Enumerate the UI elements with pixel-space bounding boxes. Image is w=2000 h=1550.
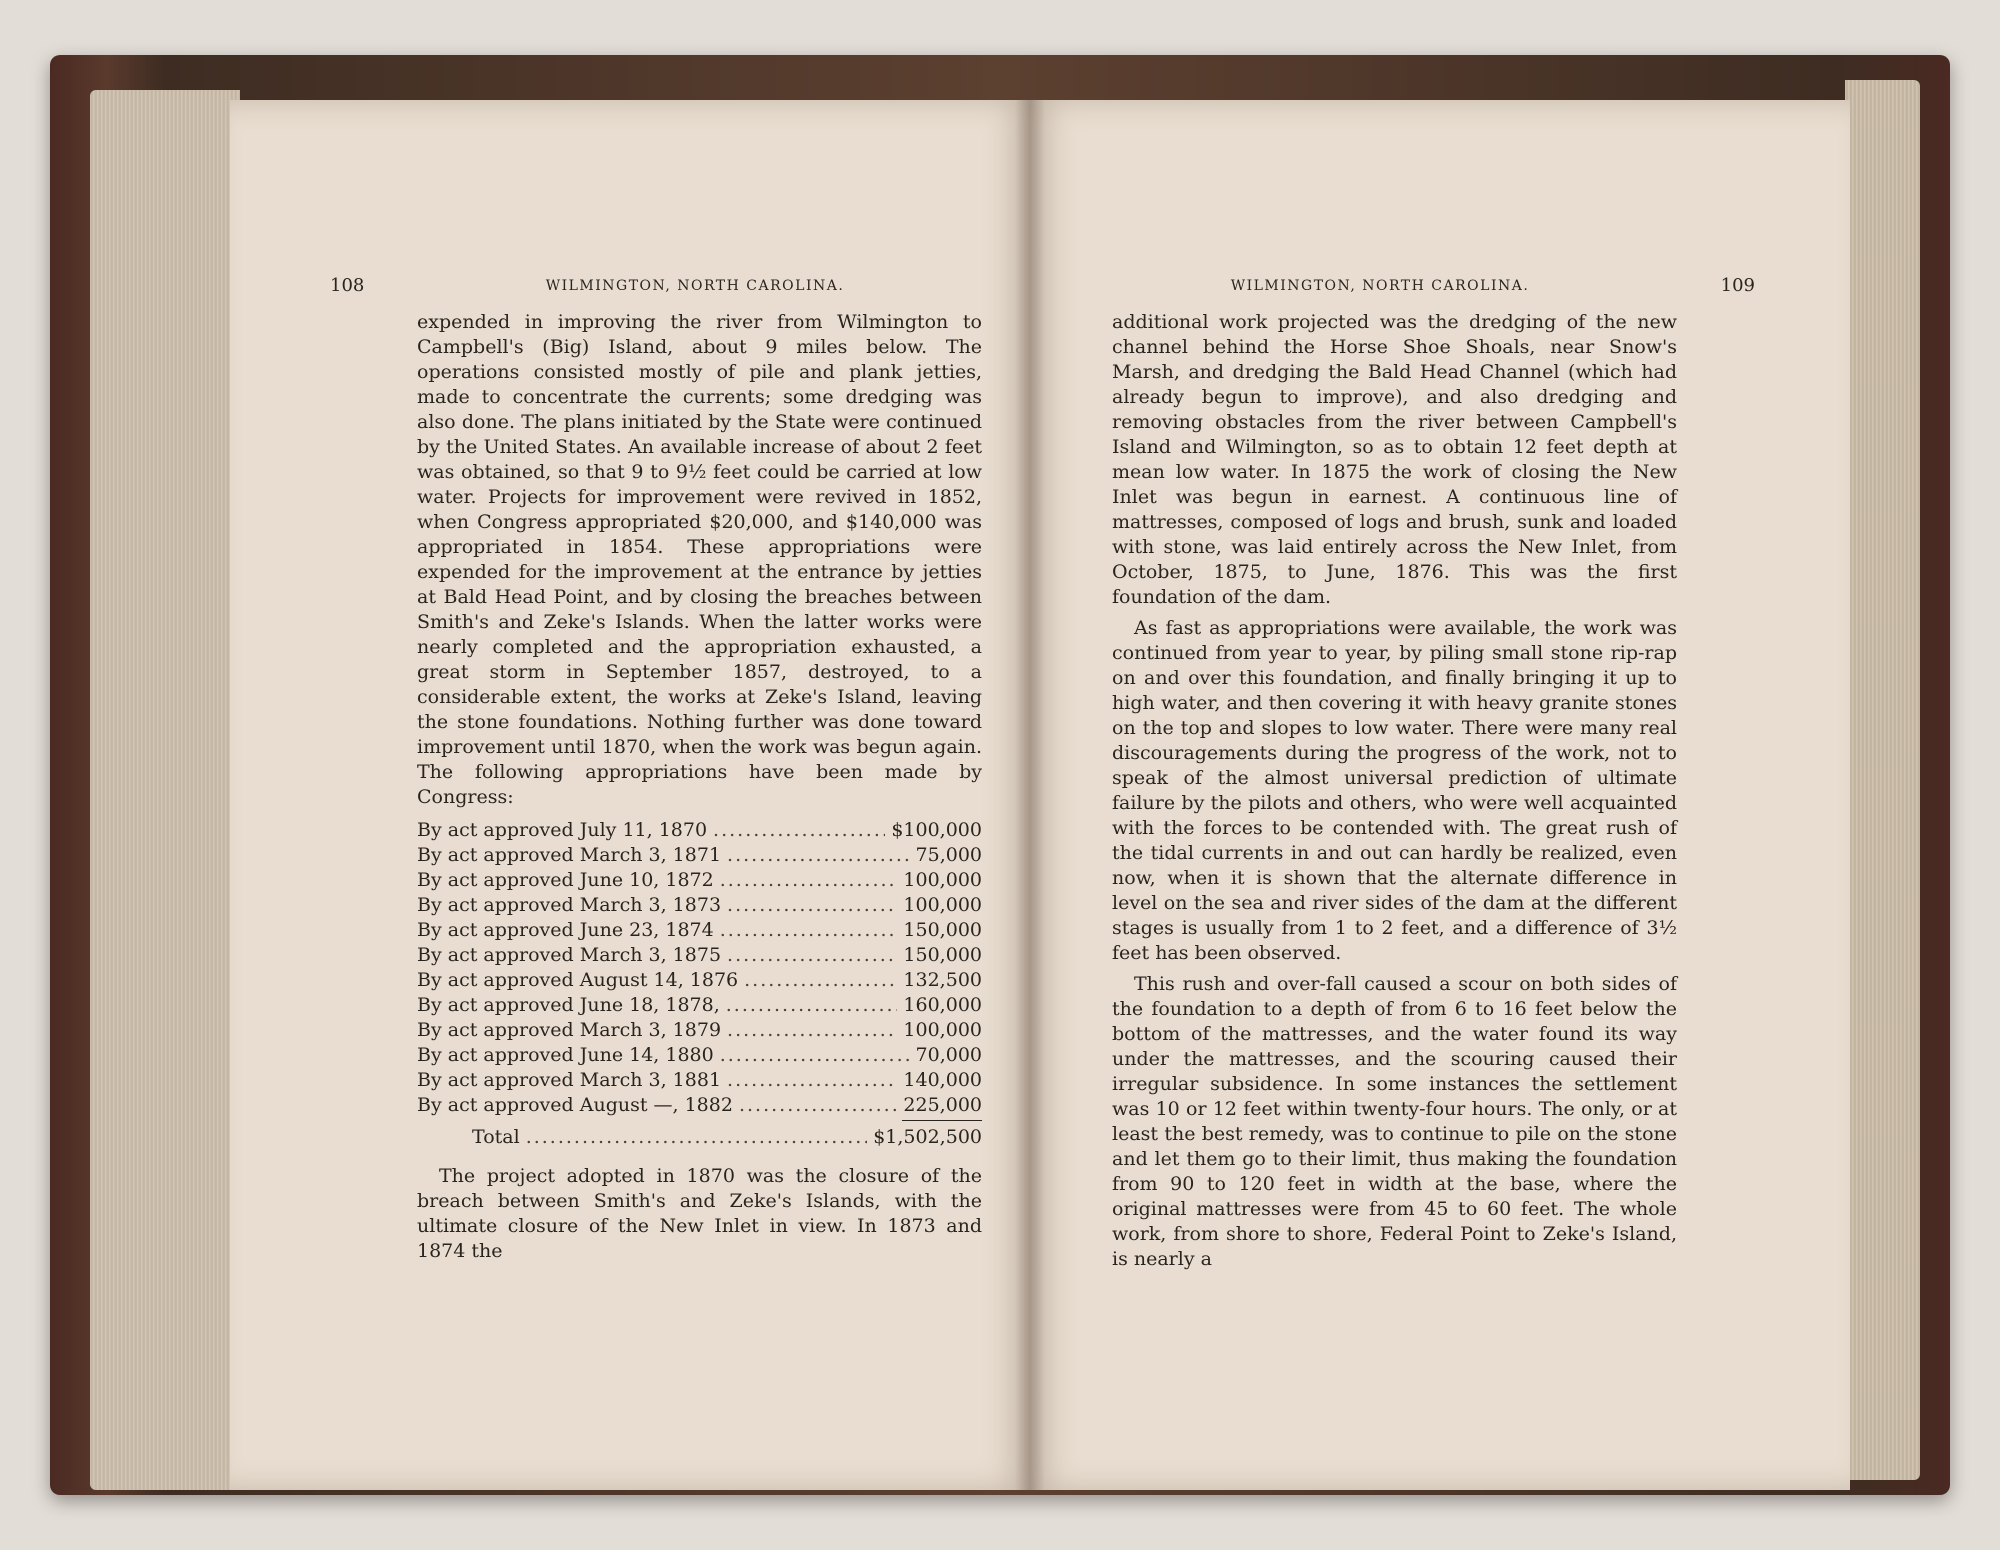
appropriations-table — [417, 818, 982, 1118]
paragraph: additional work projected was the dredging of the new channel behind the Horse Shoe Shoals, near Snow's Marsh, and dredging the Bald Head Channel (which had already begun to improve), and also dredging and removing obstacles from the river between Campbell's Island and Wilmington, so as to obtain 12 feet depth at mean low water. In 1875 the work of closing the New Inlet was begun in earnest. A continuous line of mattresses, composed of logs and brush, sunk and loaded with stone, was laid entirely across the New Inlet, from October, 1875, to June, 1876. This was the first foundation of the dam. — [1112, 311, 1677, 608]
appropriation-amount: 100,000 — [903, 894, 982, 916]
appropriation-act: By act approved March 3, 1875 — [417, 944, 722, 966]
right-page-text — [1112, 310, 1677, 1278]
appropriation-amount: 75,000 — [915, 844, 982, 866]
appropriation-act: By act approved June 23, 1874 — [417, 919, 714, 941]
appropriation-amount: 140,000 — [903, 1069, 982, 1091]
leader-dots — [526, 1125, 868, 1150]
appropriation-row — [417, 918, 982, 943]
appropriation-row — [417, 893, 982, 918]
appropriation-amount: 100,000 — [903, 1019, 982, 1041]
appropriation-row — [417, 868, 982, 893]
appropriation-row — [417, 968, 982, 993]
appropriation-act: By act approved March 3, 1873 — [417, 894, 722, 916]
appropriation-amount: 132,500 — [903, 969, 982, 991]
appropriation-row — [417, 993, 982, 1018]
leader-dots — [727, 1018, 897, 1043]
appropriation-row — [417, 943, 982, 968]
appropriation-act: By act approved March 3, 1871 — [417, 844, 722, 866]
paragraph: As fast as appropriations were available, the work was continued from year to year, by piling small stone rip-rap on and over this foundation, and finally bringing it up to high water, and then covering it with heavy granite stones on the top and slopes to low water. There were many real discouragements during the progress of the work, not to speak of the almost universal prediction of ultimate failure by the pilots and others, who were well acquainted with the forces to be contended with. The great rush of the tidal currents in and out can hardly be realized, even now, when it is shown that the alternate difference in level on the sea and river sides of the dam at the different stages is usually from 1 to 2 feet, and a difference of 3½ feet has been observed. — [1112, 617, 1677, 964]
appropriation-amount: 150,000 — [903, 919, 982, 941]
paragraph: This rush and over-fall caused a scour on both sides of the foundation to a depth of from 6 to 16 feet below the bottom of the mattresses, and the water found its way under the mattresses, and the scouring caused their irregular subsidence. In some instances the settlement was 10 or 12 feet within twenty-four hours. The only, or at least the best remedy, was to continue to pile on the stone and let them go to their limit, thus making the foundation from 90 to 120 feet in width at the base, where the original mattresses were from 45 to 60 feet. The whole work, from shore to shore, Federal Point to Zeke's Island, is nearly a — [1112, 973, 1677, 1270]
appropriation-act: By act approved August —, 1882 — [417, 1094, 733, 1116]
appropriation-amount: 100,000 — [903, 869, 982, 891]
left-page — [230, 100, 1030, 1490]
appropriation-act: By act approved March 3, 1879 — [417, 1019, 722, 1041]
leader-dots — [744, 968, 897, 993]
leader-dots — [739, 1093, 897, 1118]
appropriation-amount: 160,000 — [903, 994, 982, 1016]
running-head: WILMINGTON, NORTH CAROLINA. — [545, 278, 845, 294]
total-label: Total — [472, 1126, 520, 1148]
appropriation-act: By act approved June 10, 1872 — [417, 869, 714, 891]
total-row — [417, 1125, 982, 1150]
page-number: 109 — [1720, 275, 1755, 296]
appropriation-row — [417, 1093, 982, 1118]
total-amount: $1,502,500 — [873, 1126, 982, 1148]
appropriation-act: By act approved March 3, 1881 — [417, 1069, 722, 1091]
leader-dots — [726, 993, 898, 1018]
left-page-header — [330, 275, 970, 296]
appropriation-amount: $100,000 — [891, 819, 982, 841]
running-head: WILMINGTON, NORTH CAROLINA. — [1230, 278, 1530, 294]
leader-dots — [727, 893, 897, 918]
paragraph: The project adopted in 1870 was the closure of the breach between Smith's and Zeke's Islands, with the ultimate closure of the New Inlet in view. In 1873 and 1874 the — [417, 1165, 982, 1262]
appropriation-row — [417, 1068, 982, 1093]
appropriation-row — [417, 818, 982, 843]
leader-dots — [720, 868, 898, 893]
leader-dots — [720, 1043, 910, 1068]
spine-gutter — [1015, 100, 1045, 1490]
right-page — [1030, 100, 1850, 1490]
appropriation-act: By act approved August 14, 1876 — [417, 969, 739, 991]
page-number: 108 — [330, 275, 365, 296]
leader-dots — [727, 943, 897, 968]
leader-dots — [720, 918, 898, 943]
right-page-header — [1090, 275, 1755, 296]
appropriation-row — [417, 1043, 982, 1068]
appropriation-act: By act approved June 14, 1880 — [417, 1044, 714, 1066]
paragraph: expended in improving the river from Wilmington to Campbell's (Big) Island, about 9 miles below. The operations consisted mostly of pile and plank jetties, made to concentrate the currents; some dredging was also done. The plans initiated by the State were continued by the United States. An available increase of about 2 feet was obtained, so that 9 to 9½ feet could be carried at low water. Projects for improvement were revived in 1852, when Congress appropriated $20,000, and $140,000 was appropriated in 1854. These appropriations were expended for the improvement at the entrance by jetties at Bald Head Point, and by closing the breaches between Smith's and Zeke's Islands. When the latter works were nearly completed and the appropriation exhausted, a great storm in September 1857, destroyed, to a considerable extent, the works at Zeke's Island, leaving the stone foundations. Nothing further was done toward improvement until 1870, when the work was begun again. The following appropriations have been made by Congress: — [417, 311, 982, 808]
appropriation-act: By act approved July 11, 1870 — [417, 819, 708, 841]
appropriation-amount: 225,000 — [903, 1094, 982, 1116]
appropriation-row — [417, 843, 982, 868]
leader-dots — [727, 1068, 897, 1093]
appropriation-row — [417, 1018, 982, 1043]
left-page-text — [417, 310, 982, 1270]
leader-dots — [727, 843, 909, 868]
page-edges-right — [1845, 80, 1920, 1480]
appropriation-amount: 150,000 — [903, 944, 982, 966]
page-edges-left — [90, 90, 240, 1490]
appropriation-act: By act approved June 18, 1878, — [417, 994, 720, 1016]
leader-dots — [713, 818, 885, 843]
appropriation-amount: 70,000 — [915, 1044, 982, 1066]
total-rule — [902, 1120, 982, 1121]
